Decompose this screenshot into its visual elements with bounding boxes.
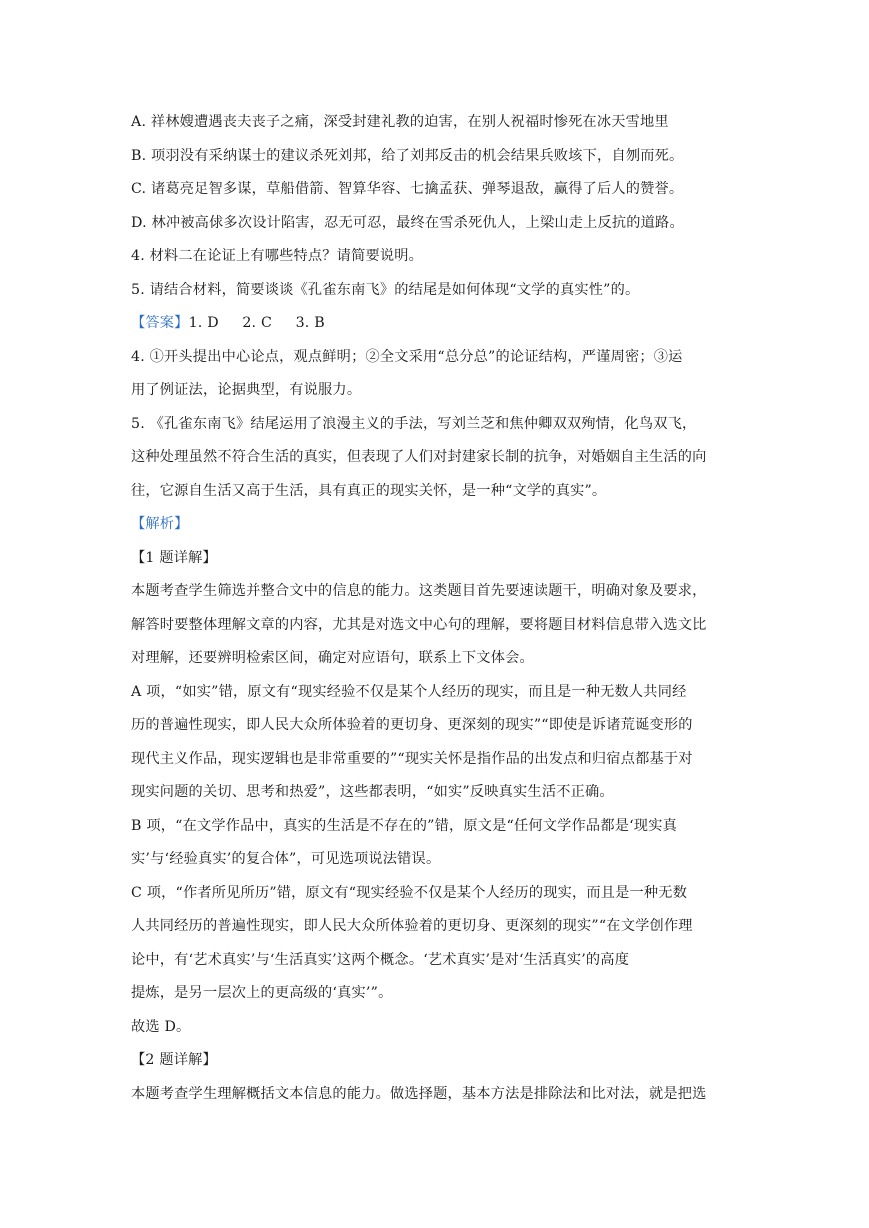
answer-5-line-2: 这种处理虽然不符合生活的真实，但表现了人们对封建家长制的抗争，对婚姻自主生活的向 (131, 449, 707, 465)
detail-1-c-line-1: C 项，“作者所见所历”错，原文有“现实经验不仅是某个人经历的现实，而且是一种无数 (131, 884, 688, 901)
answer-5-line-1: 5. 《孔雀东南飞》结尾运用了浪漫主义的手法，写刘兰芝和焦仲卿双双殉情，化鸟双飞， (131, 415, 697, 432)
detail-2-para-line-1: 本题考查学生理解概括文本信息的能力。做选择题，基本方法是排除法和比对法，就是把选 (131, 1085, 707, 1102)
detail-1-a-line-1: A 项，“如实”错，原文有“现实经验不仅是某个人经历的现实，而且是一种无数人共同经 (131, 683, 687, 700)
detail-1-a-line-3: 现代主义作品，现实逻辑也是非常重要的”“现实关怀是指作品的出发点和归宿点都基于对 (131, 750, 693, 767)
detail-1-b-line-2: 实’与‘经验真实’的复合体”，可见选项说法错误。 (131, 851, 441, 867)
analysis-tag: 【解析】 (131, 516, 189, 532)
detail-1-c-line-2: 人共同经历的普遍性现实，即人民大众所体验着的更切身、更深刻的现实”“在文学创作理 (131, 918, 693, 934)
detail-1-pick: 故选 D。 (131, 1018, 191, 1035)
document-page (131, 106, 741, 1111)
question-5: 5. 请结合材料，简要谈谈《孔雀东南飞》的结尾是如何体现“文学的真实性”的。 (131, 281, 640, 298)
detail-1-title: 【1 题详解】 (131, 549, 217, 566)
detail-1-c-line-3: 论中，有‘艺术真实’与‘生活真实’这两个概念。‘艺术真实’是对‘生活真实’的高度 (131, 951, 630, 968)
option-a: A. 祥林嫂遭遇丧夫丧子之痛，深受封建礼教的迫害，在别人祝福时惨死在冰天雪地里 (131, 114, 669, 130)
answer-5-line-3: 往，它源自生活又高于生活，具有真正的现实关怀，是一种“文学的真实”。 (131, 482, 607, 499)
detail-1-para-line-1: 本题考查学生筛选并整合文中的信息的能力。这类题目首先要速读题干，明确对象及要求， (131, 583, 707, 599)
detail-1-a-line-2: 历的普遍性现实，即人民大众所体验着的更切身、更深刻的现实”“即使是诉诸荒诞变形的 (131, 717, 693, 733)
detail-1-para-line-2: 解答时要整体理解文章的内容，尤其是对选文中心句的理解，要将题目材料信息带入选文比 (131, 616, 707, 633)
option-b: B. 项羽没有采纳谋士的建议杀死刘邦，给了刘邦反击的机会结果兵败垓下，自刎而死。 (131, 147, 684, 164)
detail-1-para-line-3: 对理解，还要辨明检索区间，确定对应语句，联系上下文体会。 (131, 650, 534, 666)
answer-tag: 【答案】 (131, 315, 189, 331)
option-c: C. 诸葛亮足智多谋，草船借箭、智算华容、七擒孟获、弹琴退敌，赢得了后人的赞誉。 (131, 181, 684, 197)
detail-2-title: 【2 题详解】 (131, 1052, 217, 1068)
answer-4-line-2: 用了例证法，论据典型，有说服力。 (131, 382, 362, 398)
question-4: 4. 材料二在论证上有哪些特点？请简要说明。 (131, 248, 424, 264)
answer-choices: 1. D 2. C 3. B (188, 315, 325, 331)
answer-row (131, 307, 741, 341)
answer-4-line-1: 4. ①开头提出中心论点，观点鲜明；②全文采用“总分总”的论证结构，严谨周密；③运 (131, 348, 683, 365)
detail-1-c-line-4: 提炼，是另一层次上的更高级的‘真实’”。 (131, 985, 393, 1001)
option-d: D. 林冲被高俅多次设计陷害，忍无可忍，最终在雪杀死仇人，上梁山走上反抗的道路。 (131, 214, 684, 231)
detail-1-a-line-4: 现实问题的关切、思考和热爱”，这些都表明，“如实”反映真实生活不正确。 (131, 784, 614, 800)
detail-1-b-line-1: B 项，“在文学作品中，真实的生活是不存在的”错，原文是“任何文学作品都是‘现实真 (131, 817, 677, 834)
